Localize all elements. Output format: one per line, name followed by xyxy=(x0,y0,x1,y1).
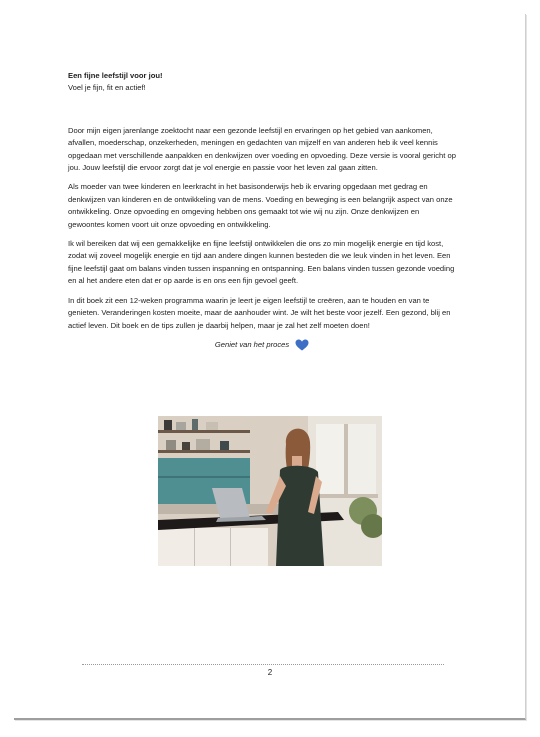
document-subtitle: Voel je fijn, fit en actief! xyxy=(68,83,146,93)
document-title: Een fijne leefstijl voor jou! xyxy=(68,71,163,80)
signoff-text: Geniet van het proces xyxy=(214,339,290,349)
signoff-line xyxy=(68,339,456,351)
kitchen-photo xyxy=(158,416,382,566)
page-number: 2 xyxy=(267,668,273,677)
paragraph-3: Ik wil bereiken dat wij een gemakkelijke en fijne leefstijl ontwikkelen die ons zo min mogelijk energie en tijd kost, zodat wij zoveel mogelijk energie en tijd aan andere dingen kunnen besteden die we leuk vinden in het leven. Een fijne leefstijl gaat om balans vinden tussen inspanning en ontspanning. Een balans vinden tussen gezonde voeding en al het andere eten dat er op aarde is en ons een fijn gevoel geeft. xyxy=(68,239,455,286)
paragraph-1: Door mijn eigen jarenlange zoektocht naar een gezonde leefstijl en ervaringen op het gebied van aankomen, afvallen, moederschap, onzekerheden, meningen en gedachten van mijzelf en van anderen heb ik veel kennis opgedaan met verschillende aanpakken en denkwijzen over voeding en opvoeding. Deze versie is vooral gericht op jou. Jouw leefstijl die ervoor zorgt dat je vol energie en passie voor het leven zal gaan zitten. xyxy=(68,125,456,173)
paragraph-2: Als moeder van twee kinderen en leerkracht in het basisonderwijs heb ik ervaring opgedaan met gedrag en denkwijzen van kinderen en de ontwikkeling van de mens. Voeding en beweging is een belangrijk aspect van onze ontwikkeling. Onze opvoeding en omgeving hebben ons gemaakt tot wie wij nu zijn. Onze denkwijzen en gewoontes komen voort uit onze opvoeding en ontwikkeling. xyxy=(68,182,453,229)
paragraph-4: In dit boek zit een 12-weken programma waarin je leert je eigen leefstijl te creëren, aan te houden en van te genieten. Veranderingen kosten moeite, maar de aanhouder wint. Je wilt het beste voor jezelf. Een gezond, blij en actief leven. Dit boek en de tips zullen je daarbij helpen, maar je zal het zelf moeten doen! xyxy=(68,295,451,330)
document-body xyxy=(68,70,456,351)
footer-divider xyxy=(82,664,444,665)
heart-icon xyxy=(295,339,309,351)
